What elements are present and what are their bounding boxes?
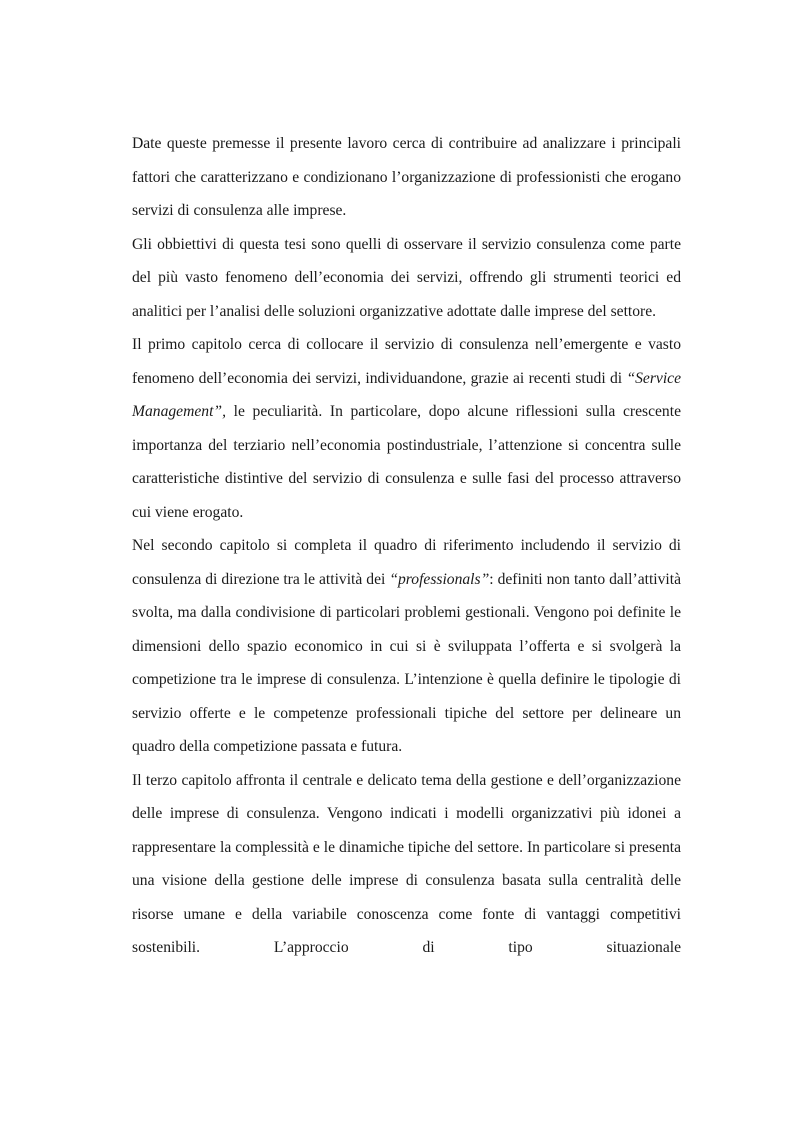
paragraph-obbiettivi — [132, 228, 681, 329]
italic-service-management: “Service Management”, — [132, 369, 681, 420]
paragraph-terzo-capitolo-text: Il terzo capitolo affronta il centrale e delicato tema della gestione e dell’organizzazione delle imprese di consulenza. Vengono indicati i modelli organizzativi più idonei a rappresentare la complessità e le dinamiche tipiche del settore. In particolare si presenta una visione della gestione delle imprese di consulenza basata sulla centralità delle risorse umane e della variabile conoscenza come fonte di vantaggi competitivi sostenibili. L’approccio di tipo situazionale — [132, 771, 681, 956]
paragraph-secondo-capitolo-before: Nel secondo capitolo si completa il quadro di riferimento includendo il servizio di consulenza di direzione tra le attività dei — [132, 537, 681, 588]
paragraph-obbiettivi-text: Gli obbiettivi di questa tesi sono quelli di osservare il servizio consulenza come parte del più vasto fenomeno dell’economia dei servizi, offrendo gli strumenti teorici ed analitici per l’analisi delle soluzioni organizzative adottate dalle imprese del settore. — [132, 235, 681, 320]
paragraph-primo-capitolo — [132, 328, 681, 529]
paragraph-primo-capitolo-before: Il primo capitolo cerca di collocare il servizio di consulenza nell’emergente e vasto fenomeno dell’economia dei servizi, individuandone, grazie ai recenti studi di — [132, 336, 681, 387]
italic-professionals: “professionals” — [389, 570, 490, 588]
paragraph-secondo-capitolo-after: : definiti non tanto dall’attività svolta, ma dalla condivisione di particolari problemi gestionali. Vengono poi definite le dimensioni dello spazio economico in cui si è sviluppata l’offerta e si svolgerà la competizione tra le imprese di consulenza. L’intenzione è quella definire le tipologie di servizio offerte e le competenze professionali tipiche del settore per delineare un quadro della competizione passata e futura. — [132, 570, 681, 755]
paragraph-primo-capitolo-after: le peculiarità. In particolare, dopo alcune riflessioni sulla crescente importanza del terziario nell’economia postindustriale, l’attenzione si concentra sulle caratteristiche distintive del servizio di consulenza e sulle fasi del processo attraverso cui viene erogato. — [132, 403, 681, 521]
paragraph-premesse-text: Date queste premesse il presente lavoro cerca di contribuire ad analizzare i principali fattori che caratterizzano e condizionano l’organizzazione di professionisti che erogano servizi di consulenza alle imprese. — [132, 135, 681, 219]
body-text — [132, 127, 681, 965]
paragraph-terzo-capitolo — [132, 764, 681, 965]
paragraph-premesse — [132, 127, 681, 228]
paragraph-secondo-capitolo — [132, 529, 681, 764]
